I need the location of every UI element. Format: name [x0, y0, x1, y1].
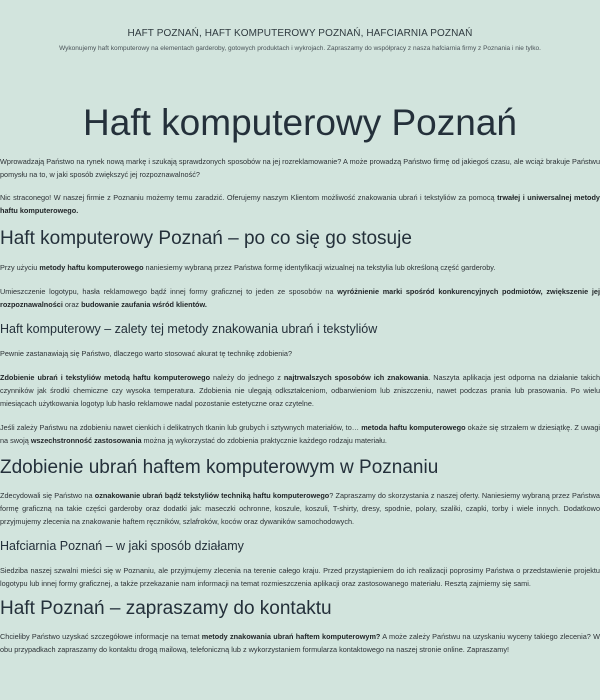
paragraph: Siedziba naszej szwalni mieści się w Poznaniu, ale przyjmujemy zlecenia na terenie całego kraju. Przed przystąpieniem do ich realizacji poprosimy Państwa o przedstawienie projektu logotypu lub innej formy graficznej, a także przekazanie nam informacji na temat rozmieszczenia aplikacji oraz zastosowanego materiału. Resztą zajmiemy się sami.: [0, 565, 600, 588]
intro-paragraph: Nic straconego! W naszej firmie z Poznaniu możemy temu zaradzić. Oferujemy naszym Klientom możliwość znakowania ubrań i tekstyliów za pomocą trwałej i uniwersalnej metody haftu komputerowego.: [0, 192, 600, 215]
main-content: [0, 155, 600, 656]
section-heading: Haft Poznań – zapraszamy do kontaktu: [0, 597, 332, 619]
section-heading: Haft komputerowy – zalety tej metody znakowania ubrań i tekstyliów: [0, 321, 378, 336]
paragraph: Umieszczenie logotypu, hasła reklamowego bądź innej formy graficznej to jeden ze sposobów na wyróżnienie marki spośród konkurencyjnych podmiotów, zwiększenie jej rozpoznawalności oraz budowanie zaufania wśród klientów.: [0, 286, 600, 309]
paragraph: Zdecydowali się Państwo na oznakowanie ubrań bądź tekstyliów techniką haftu komputerowego? Zapraszamy do skorzystania z naszej oferty. Naniesiemy wybraną przez Państwa formę graficzną na takie części garderoby oraz dodatki jak: maseczki ochronne, koszule, koszuli, T-shirty, dresy, spodnie, polary, szaliki, czapki, torby i wiele innych. Dodatkowo przyjmujemy zlecenia na znakowanie haftem ręczników, szlafroków, koców oraz dywaników samochodowych.: [0, 490, 600, 526]
page-title: Haft komputerowy Poznań: [83, 102, 517, 143]
paragraph: Jeśli zależy Państwu na zdobieniu nawet cienkich i delikatnych tkanin lub grubych i sztywnych materiałów, to… metoda haftu komputerowego okaże się strzałem w dziesiątkę. Z uwagi na swoją wszechstronność zastosowania można ją wykorzystać do zdobienia praktycznie każdego rodzaju materiału.: [0, 422, 600, 445]
paragraph: Chcieliby Państwo uzyskać szczegółowe informacje na temat metody znakowania ubrań haftem komputerowym? A może zależy Państwu na uzyskaniu wyceny takiego zlecenia? W obu przypadkach zapraszamy do kontaktu drogą mailową, telefoniczną lub z wykorzystaniem formularza kontaktowego na naszej stronie online. Zapraszamy!: [0, 631, 600, 654]
paragraph: Zdobienie ubrań i tekstyliów metodą haftu komputerowego należy do jednego z najtrwalszych sposobów ich znakowania. Naszyta aplikacja jest odporna na działanie takich czynników jak środki chemiczne czy wysoka temperatura. Zdobienia nie ulegają odkształceniom, odbarwieniom lub zniszczeniu, nawet podczas prania lub prasowania. Po wielu miesiącach użytkowania logotyp lub hasło reklamowe nadal pozostanie estetyczne oraz czytelne.: [0, 372, 600, 408]
intro-paragraph: Wprowadzają Państwo na rynek nową markę i szukają sprawdzonych sposobów na jej rozreklamowanie? A może prowadzą Państwo firmę od jakiegoś czasu, ale wciąż brakuje Państwu pomysłu na to, w jaki sposób zwiększyć jej rozpoznawalność?: [0, 156, 600, 179]
site-title[interactable]: HAFT POZNAŃ, HAFT KOMPUTEROWY POZNAŃ, HAFCIARNIA POZNAŃ: [127, 28, 473, 39]
section-heading: Haft komputerowy Poznań – po co się go stosuje: [0, 227, 412, 249]
section-heading: Zdobienie ubrań haftem komputerowym w Poznaniu: [0, 456, 439, 478]
paragraph: Przy użyciu metody haftu komputerowego naniesiemy wybraną przez Państwa formę identyfikacji wizualnej na tekstylia lub określoną część garderoby.: [0, 262, 496, 272]
section-heading: Hafciarnia Poznań – w jaki sposób działamy: [0, 538, 244, 553]
site-header: [0, 0, 600, 52]
site-description: Wykonujemy haft komputerowy na elementach garderoby, gotowych produktach i wykrojach. Zapraszamy do współpracy z nasza hafciarnia firmy z Poznania i nie tylko.: [59, 45, 541, 52]
paragraph: Pewnie zastanawiają się Państwo, dlaczego warto stosować akurat tę technikę zdobienia?: [0, 348, 293, 358]
